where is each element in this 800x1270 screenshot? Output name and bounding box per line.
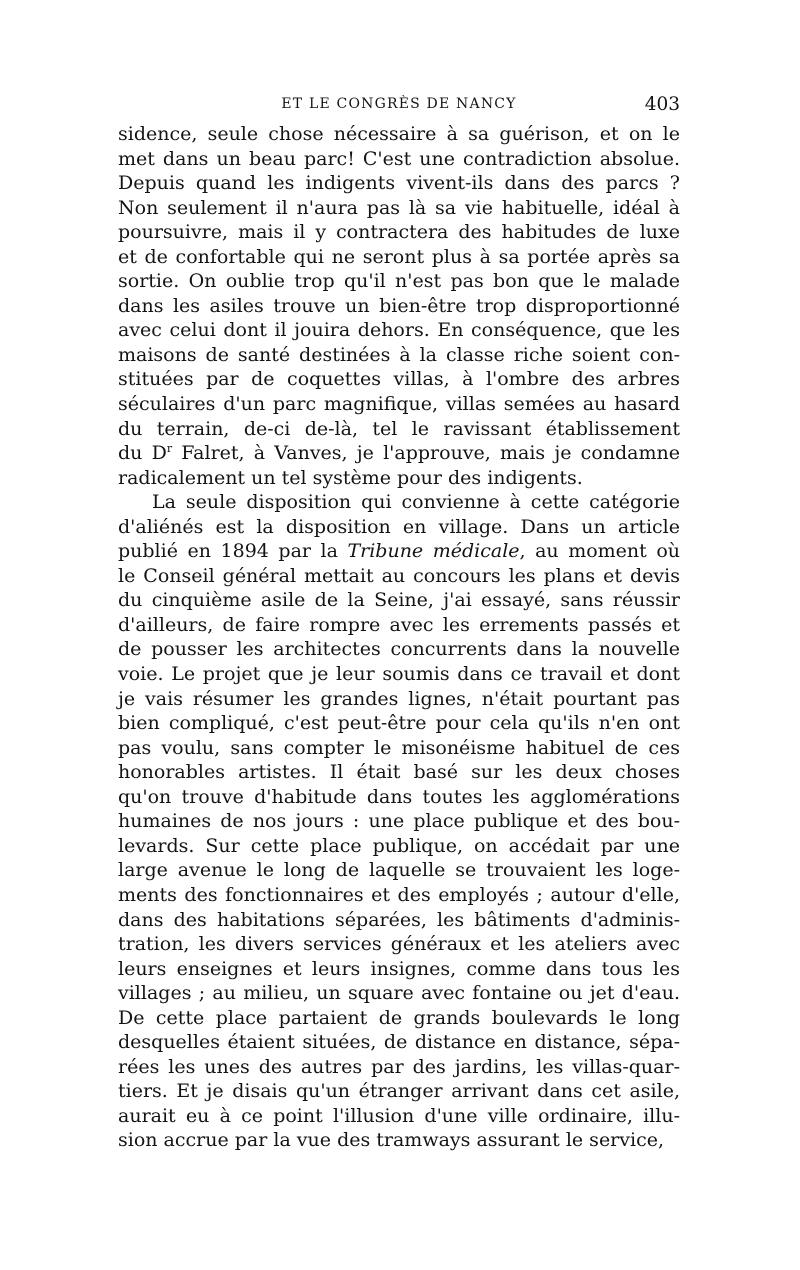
text-line: villages ; au milieu, un square avec fontaine ou jet d'eau. [118, 982, 680, 1005]
text-line: avec celui dont il jouira dehors. En conséquence, que les [118, 319, 680, 342]
text-line: maisons de santé destinées à la classe riche soient con- [118, 343, 680, 366]
text-line: La seule disposition qui convienne à cette catégorie [152, 491, 680, 514]
text-line: met dans un beau parc! C'est une contradiction absolue. [118, 147, 680, 170]
text-line: tration, les divers services généraux et les ateliers avec [118, 933, 680, 956]
text-line: honorables artistes. Il était basé sur les deux choses [118, 761, 680, 784]
text-line: et de confortable qui ne seront plus à sa portée après sa [118, 245, 680, 268]
text-line: d'aliénés est la disposition en village. Dans un article [118, 515, 680, 538]
text-line: tiers. Et je disais qu'un étranger arrivant dans cet asile, [118, 1080, 680, 1103]
text-line: du terrain, de-ci de-là, tel le ravissant établissement [118, 417, 680, 440]
text-line: le Conseil général mettait au concours les plans et devis [118, 564, 680, 587]
line-segment: du D [118, 442, 167, 465]
text-line: dans des habitations séparées, les bâtiments d'adminis- [118, 908, 680, 931]
text-line: desquelles étaient situées, de distance en distance, sépa- [118, 1031, 680, 1054]
line-segment: publié en 1894 par la [118, 540, 348, 563]
text-line: humaines de nos jours : une place publique et des bou- [118, 810, 680, 833]
text-line: de pousser les architectes concurrents dans la nouvelle [118, 638, 680, 661]
line-segment: , au moment où [519, 540, 680, 563]
text-line: rées les unes des autres par des jardins, les villas-quar- [118, 1055, 680, 1078]
text-line: Non seulement il n'aura pas là sa vie habituelle, idéal à [118, 196, 680, 219]
text-line: d'ailleurs, de faire rompre avec les errements passés et [118, 613, 680, 636]
superscript: r [166, 442, 173, 456]
text-line: du cinquième asile de la Seine, j'ai essayé, sans réussir [118, 589, 680, 612]
text-line: poursuivre, mais il y contractera des habitudes de luxe [118, 221, 680, 244]
text-line: bien compliqué, c'est peut-être pour cela qu'ils n'en ont [118, 712, 680, 735]
italic-title: Tribune médicale [347, 540, 520, 563]
text-line [118, 539, 680, 564]
running-head [118, 94, 680, 120]
text-line: aurait eu à ce point l'illusion d'une ville ordinaire, illu- [118, 1104, 680, 1127]
text-line: stituées par de coquettes villas, à l'ombre des arbres [118, 368, 680, 391]
text-line: large avenue le long de laquelle se trouvaient les loge- [118, 859, 680, 882]
paragraph [118, 490, 680, 1153]
text-line: séculaires d'un parc magnifique, villas semées au hasard [118, 393, 680, 416]
text-line: qu'on trouve d'habitude dans toutes les agglomérations [118, 785, 680, 808]
running-title: ET LE CONGRÈS DE NANCY [281, 96, 517, 112]
text-line: dans les asiles trouve un bien-être trop disproportionné [118, 294, 680, 317]
text-line: Depuis quand les indigents vivent-ils dans des parcs ? [118, 172, 680, 195]
text-line: sion accrue par la vue des tramways assurant le service, [118, 1129, 664, 1152]
line-segment: Falret, à Vanves, je l'approuve, mais je condamne [172, 442, 680, 465]
text-line: voie. Le projet que je leur soumis dans ce travail et dont [118, 663, 680, 686]
text-line: ments des fonctionnaires et des employés ; autour d'elle, [118, 883, 680, 906]
text-line: leurs enseignes et leurs insignes, comme dans tous les [118, 957, 680, 980]
text-line: sidence, seule chose nécessaire à sa guérison, et on le [118, 123, 680, 145]
paragraph [118, 122, 680, 490]
text-line: sortie. On oublie trop qu'il n'est pas bon que le malade [118, 270, 680, 293]
text-line [118, 441, 680, 466]
text-line: De cette place partaient de grands boulevards le long [118, 1006, 680, 1029]
text-line: radicalement un tel système pour des indigents. [118, 466, 583, 489]
text-line: pas voulu, sans compter le misonéisme habituel de ces [118, 736, 680, 759]
body-text [118, 122, 680, 1153]
page-number: 403 [644, 94, 680, 115]
text-line: je vais résumer les grandes lignes, n'était pourtant pas [118, 687, 680, 710]
text-line: levards. Sur cette place publique, on accédait par une [118, 834, 680, 857]
